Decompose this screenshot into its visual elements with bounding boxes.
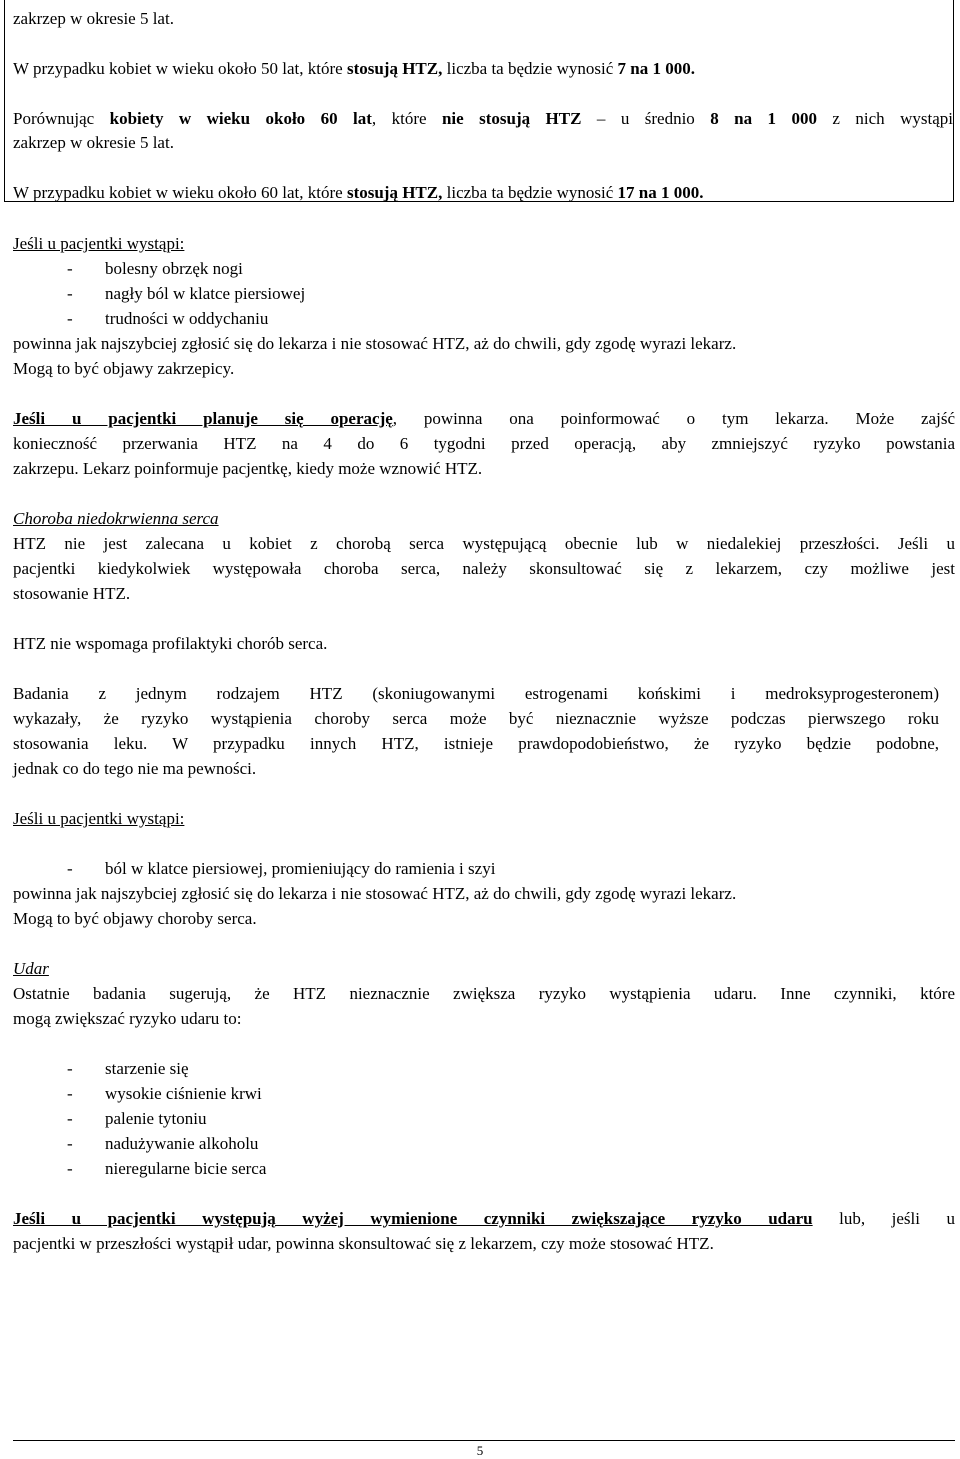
- paragraph-line: pacjentki kiedykolwiek występowała choroba serca, należy skonsultować się z lekarzem, czy możliwe jest: [13, 559, 955, 578]
- box-line-4: zakrzep w okresie 5 lat.: [13, 133, 174, 152]
- footer-divider: [13, 1440, 955, 1441]
- list-item: - bolesny obrzęk nogi: [67, 259, 243, 278]
- section-heading: Jeśli u pacjentki wystąpi:: [13, 234, 185, 253]
- paragraph-line: jednak co do tego nie ma pewności.: [13, 759, 257, 778]
- list-item: - nadużywanie alkoholu: [67, 1134, 259, 1153]
- section-heading: Udar: [13, 959, 49, 978]
- paragraph: Mogą to być objawy zakrzepicy.: [13, 359, 235, 378]
- paragraph-line: Badania z jednym rodzajem HTZ (skoniugowanymi estrogenami końskimi i medroksyprogesteronem): [13, 684, 939, 703]
- paragraph-line: stosowanie HTZ.: [13, 584, 131, 603]
- paragraph-line: mogą zwiększać ryzyko udaru to:: [13, 1009, 242, 1028]
- box-line-1: zakrzep w okresie 5 lat.: [13, 9, 174, 28]
- surgery-paragraph-line-1: Jeśli u pacjentki planuje się operację, powinna ona poinformować o tym lekarza. Może zajść: [13, 409, 955, 428]
- paragraph-line: wykazały, że ryzyko wystąpienia choroby serca może być nieznacznie wyższe podczas pierwszego roku: [13, 709, 939, 728]
- list-item: - wysokie ciśnienie krwi: [67, 1084, 262, 1103]
- list-item: - starzenie się: [67, 1059, 189, 1078]
- box-line-5: W przypadku kobiet w wieku około 60 lat, które stosują HTZ, liczba ta będzie wynosić 17 na 1 000.: [13, 183, 704, 202]
- surgery-paragraph-line-3: zakrzepu. Lekarz poinformuje pacjentkę, kiedy może wznowić HTZ.: [13, 459, 483, 478]
- section-heading: Choroba niedokrwienna serca: [13, 509, 219, 528]
- paragraph-line: Jeśli u pacjentki występują wyżej wymienione czynniki zwiększające ryzyko udaru lub, jeśli u: [13, 1209, 955, 1228]
- paragraph-line: stosowania leku. W przypadku innych HTZ, istnieje prawdopodobieństwo, że ryzyko będzie podobne,: [13, 734, 939, 753]
- page-number: 5: [476, 1443, 484, 1458]
- surgery-paragraph-line-2: konieczność przerwania HTZ na 4 do 6 tygodni przed operacją, aby zmniejszyć ryzyko powstania: [13, 434, 955, 453]
- list-item: - nieregularne bicie serca: [67, 1159, 267, 1178]
- paragraph-line: pacjentki w przeszłości wystąpił udar, powinna skonsultować się z lekarzem, czy może stosować HTZ.: [13, 1234, 714, 1253]
- section-heading: Jeśli u pacjentki wystąpi:: [13, 809, 185, 828]
- paragraph: Mogą to być objawy choroby serca.: [13, 909, 257, 928]
- list-item: - palenie tytoniu: [67, 1109, 207, 1128]
- box-line-3: Porównując kobiety w wieku około 60 lat, które nie stosują HTZ – u średnio 8 na 1 000 z nich wystąpi: [13, 109, 953, 128]
- paragraph: powinna jak najszybciej zgłosić się do lekarza i nie stosować HTZ, aż do chwili, gdy zgodę wyrazi lekarz.: [13, 884, 737, 903]
- list-item: - trudności w oddychaniu: [67, 309, 269, 328]
- list-item: - nagły ból w klatce piersiowej: [67, 284, 306, 303]
- paragraph: powinna jak najszybciej zgłosić się do lekarza i nie stosować HTZ, aż do chwili, gdy zgodę wyrazi lekarz.: [13, 334, 737, 353]
- paragraph-line: HTZ nie jest zalecana u kobiet z chorobą serca występującą obecnie lub w niedalekiej przeszłości. Jeśli u: [13, 534, 955, 553]
- list-item: - ból w klatce piersiowej, promieniujący do ramienia i szyi: [67, 859, 496, 878]
- paragraph-line: Ostatnie badania sugerują, że HTZ nieznacznie zwiększa ryzyko wystąpienia udaru. Inne czynniki, które: [13, 984, 955, 1003]
- box-line-2: W przypadku kobiet w wieku około 50 lat, które stosują HTZ, liczba ta będzie wynosić 7 na 1 000.: [13, 59, 695, 78]
- paragraph: HTZ nie wspomaga profilaktyki chorób serca.: [13, 634, 328, 653]
